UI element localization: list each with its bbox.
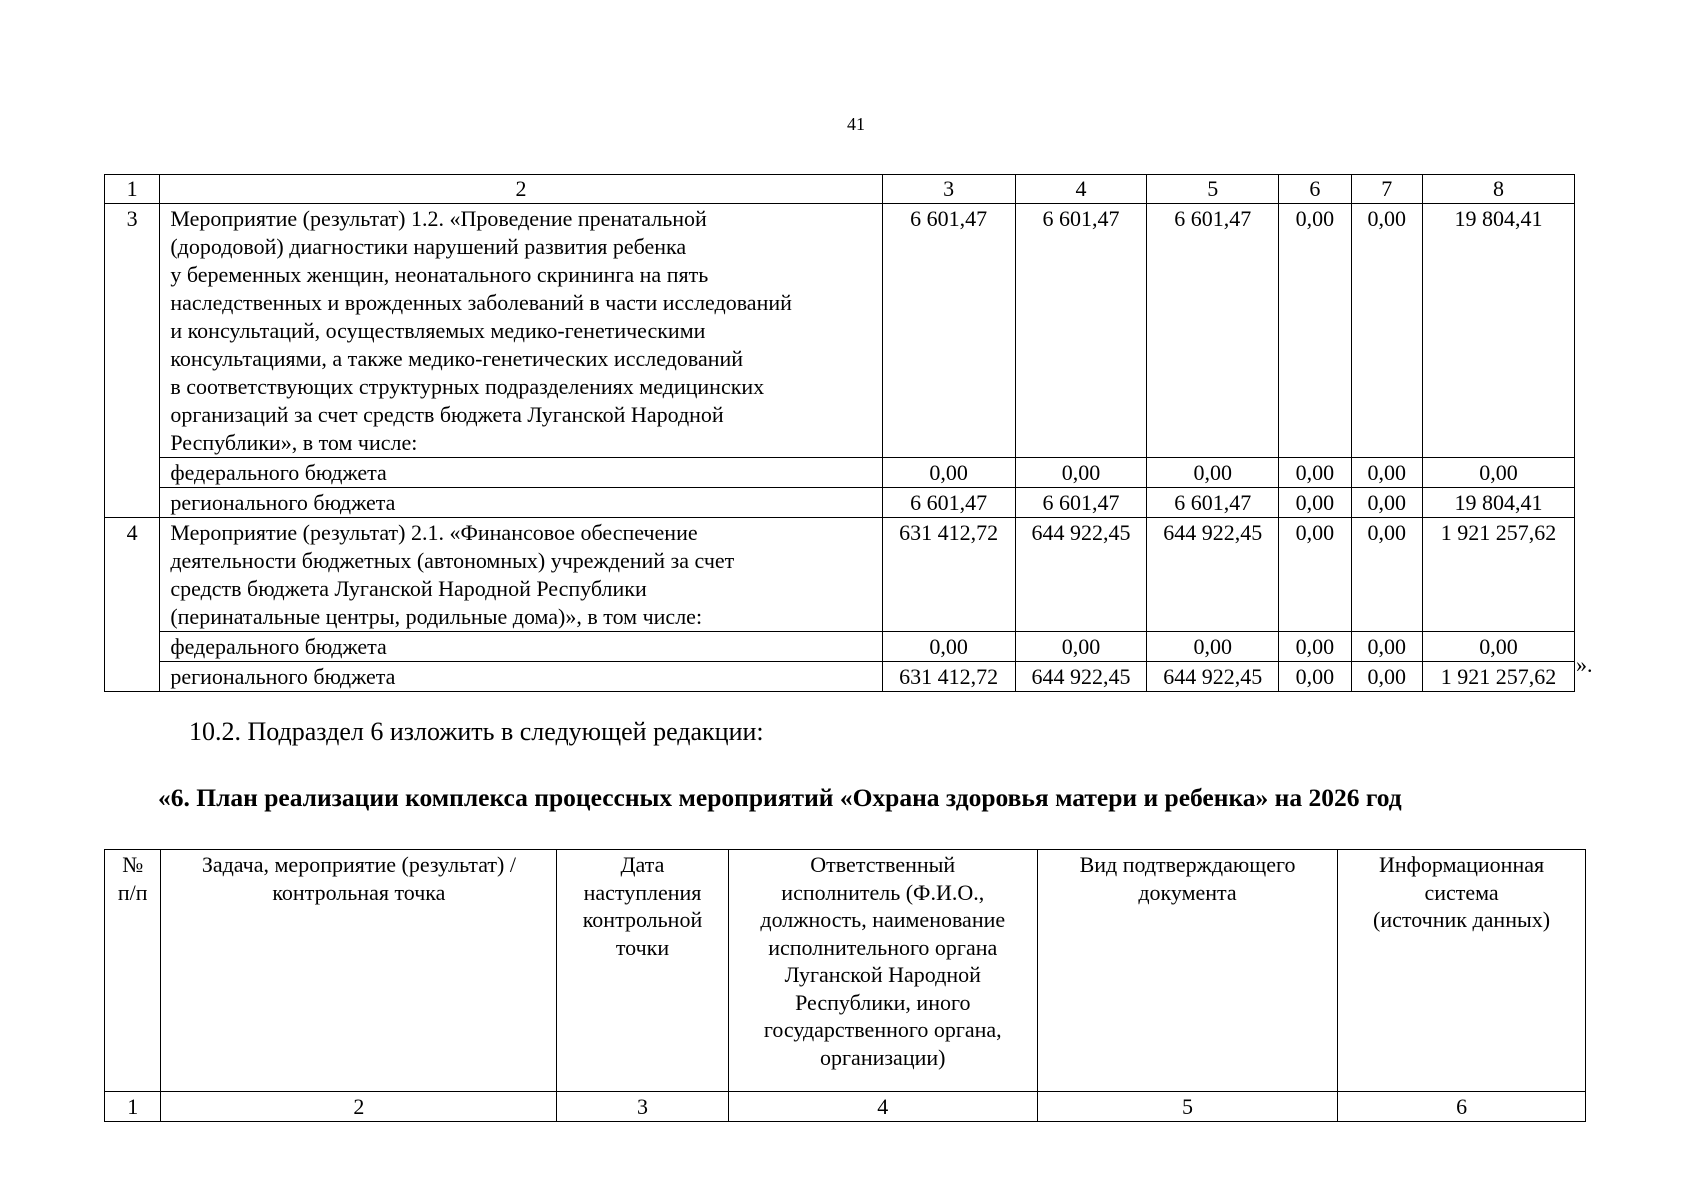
column-number: 2: [160, 175, 882, 204]
header-cell: Задача, мероприятие (результат) / контрольная точка: [161, 850, 557, 1092]
table-subrow: [105, 458, 1575, 488]
table-row: [105, 204, 1575, 458]
value-cell: 0,00: [1147, 458, 1279, 488]
value-cell: 1 921 257,62: [1423, 662, 1575, 692]
title-line: деятельности бюджетных (автономных) учреждений за счет: [170, 548, 735, 573]
value-cell: 0,00: [1351, 488, 1422, 518]
column-number: 6: [1279, 175, 1351, 204]
budget-table: [104, 174, 1575, 692]
column-number: 8: [1423, 175, 1575, 204]
value-cell: 644 922,45: [1015, 662, 1147, 692]
value-cell: 1 921 257,62: [1423, 518, 1575, 632]
value-cell: 0,00: [1147, 632, 1279, 662]
header-cell: № п/п: [105, 850, 161, 1092]
title-line: в соответствующих структурных подразделениях медицинских: [170, 374, 765, 399]
measure-title: [160, 518, 882, 632]
value-cell: 631 412,72: [882, 518, 1015, 632]
value-cell: 644 922,45: [1147, 662, 1279, 692]
measure-title: [160, 204, 882, 458]
title-line: (перинатальные центры, родильные дома)», в том числе:: [170, 604, 703, 629]
value-cell: 6 601,47: [882, 488, 1015, 518]
value-cell: 6 601,47: [882, 204, 1015, 458]
amendment-paragraph: 10.2. Подраздел 6 изложить в следующей редакции:: [189, 717, 764, 746]
header-cell: Информационная система (источник данных): [1338, 850, 1586, 1092]
value-cell: 6 601,47: [1147, 204, 1279, 458]
column-number: 1: [105, 1092, 161, 1122]
table-subrow: [105, 632, 1575, 662]
budget-label: регионального бюджета: [160, 488, 882, 518]
column-number: 4: [1015, 175, 1147, 204]
value-cell: 0,00: [1279, 518, 1351, 632]
column-number: 3: [557, 1092, 728, 1122]
value-cell: 0,00: [1351, 458, 1422, 488]
table-header-row: [105, 850, 1586, 1092]
title-line: организаций за счет средств бюджета Луганской Народной: [170, 402, 724, 427]
table-row: [105, 518, 1575, 632]
title-line: у беременных женщин, неонатального скрининга на пять: [170, 262, 709, 287]
value-cell: 0,00: [1423, 458, 1575, 488]
value-cell: 631 412,72: [882, 662, 1015, 692]
value-cell: 0,00: [1351, 204, 1422, 458]
header-cell: Ответственный исполнитель (Ф.И.О., должность, наименование исполнительного органа Луганской Народной Республики, иного государственного органа, организации): [728, 850, 1037, 1092]
title-line: и консультаций, осуществляемых медико-генетическими: [170, 318, 706, 343]
value-cell: 6 601,47: [1015, 488, 1147, 518]
row-index: 4: [105, 518, 160, 692]
value-cell: 0,00: [1279, 458, 1351, 488]
value-cell: 0,00: [1279, 662, 1351, 692]
value-cell: 0,00: [1351, 662, 1422, 692]
column-number: 1: [105, 175, 160, 204]
title-line: наследственных и врожденных заболеваний в части исследований: [170, 290, 792, 315]
header-cell: Дата наступления контрольной точки: [557, 850, 728, 1092]
header-cell: Вид подтверждающего документа: [1037, 850, 1337, 1092]
table-subrow: [105, 662, 1575, 692]
value-cell: 0,00: [1015, 458, 1147, 488]
value-cell: 0,00: [1279, 632, 1351, 662]
column-number-row: [105, 1092, 1586, 1122]
title-line: Мероприятие (результат) 1.2. «Проведение пренатальной: [170, 206, 707, 231]
page-number: 41: [847, 114, 865, 134]
title-line: Республики», в том числе:: [170, 430, 418, 455]
table-subrow: [105, 488, 1575, 518]
table-header-row: [105, 175, 1575, 204]
column-number: 6: [1338, 1092, 1586, 1122]
value-cell: 19 804,41: [1423, 204, 1575, 458]
value-cell: 0,00: [1279, 488, 1351, 518]
value-cell: 0,00: [1351, 518, 1422, 632]
title-line: средств бюджета Луганской Народной Республики: [170, 576, 647, 601]
section-heading: «6. План реализации комплекса процессных мероприятий «Охрана здоровья матери и ребенка» на 2026 год: [158, 783, 1402, 812]
title-line: Мероприятие (результат) 2.1. «Финансовое обеспечение: [170, 520, 698, 545]
value-cell: 0,00: [1423, 632, 1575, 662]
closing-quote: ».: [1576, 652, 1593, 677]
column-number: 7: [1351, 175, 1422, 204]
column-number: 5: [1147, 175, 1279, 204]
column-number: 2: [161, 1092, 557, 1122]
value-cell: 0,00: [882, 458, 1015, 488]
plan-table: [104, 849, 1586, 1122]
title-line: (дородовой) диагностики нарушений развития ребенка: [170, 234, 687, 259]
value-cell: 0,00: [1279, 204, 1351, 458]
value-cell: 644 922,45: [1015, 518, 1147, 632]
budget-label: федерального бюджета: [160, 632, 882, 662]
value-cell: 0,00: [1351, 632, 1422, 662]
column-number: 4: [728, 1092, 1037, 1122]
column-number: 3: [882, 175, 1015, 204]
value-cell: 19 804,41: [1423, 488, 1575, 518]
value-cell: 6 601,47: [1015, 204, 1147, 458]
title-line: консультациями, а также медико-генетических исследований: [170, 346, 744, 371]
value-cell: 6 601,47: [1147, 488, 1279, 518]
value-cell: 0,00: [1015, 632, 1147, 662]
column-number: 5: [1037, 1092, 1337, 1122]
budget-label: федерального бюджета: [160, 458, 882, 488]
value-cell: 0,00: [882, 632, 1015, 662]
row-index: 3: [105, 204, 160, 518]
value-cell: 644 922,45: [1147, 518, 1279, 632]
budget-label: регионального бюджета: [160, 662, 882, 692]
